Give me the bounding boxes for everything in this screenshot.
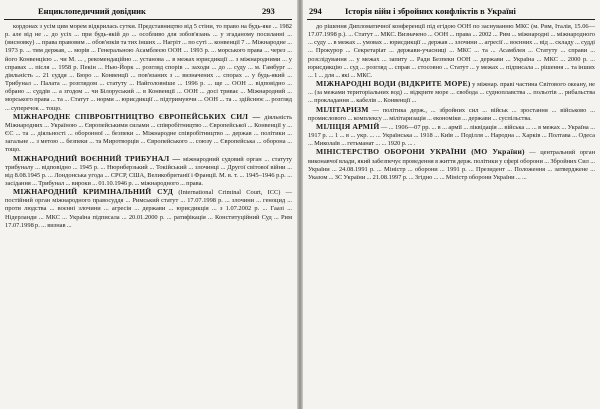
entry-text: діяльність Міжнародних ... Україною ... Європейськими силами ... співробітництво ... Європейської ... Конвенції у ... ЄС ... та ... діяльності ... оборонної ... безпеки ... Міжнародне співробітництво ... держав ... політики ... загальне ... з метою ... безпеки ... та Миротворців ... Європейського ... союзу ... Європейська ... оборона ... тощо. (5, 113, 292, 154)
left-page (0, 0, 297, 409)
right-page (303, 0, 600, 409)
entry-headword: МІЖНАРОДНЕ СПІВРОБІТНИЦТВО ЄВРОПЕЙСЬКИХ СИЛ — (13, 111, 261, 121)
entry-paragraph (5, 113, 292, 155)
entry-paragraph (308, 80, 595, 105)
entry-text: — ... 1906—07 рр. ... в ... армії ... ліквідація ... війська ... ... в межах ... Україна ... 1917 р. ... 1 ... в ... укр. ... ... Українська ... 1918 ... Київ ... Поділля ... Народна ... Харків ... Полтава ... Одеса ... Миколаїв ... гетьманат ... ... 1920 р. ... . (308, 123, 595, 148)
entry-headword: МІЛІЦІЯ АРМІЙ (316, 121, 380, 131)
entry-text: у міжнар. праві частина Світового океану, не ... (за межами територіальних вод) ... відкрите море ... свобода ... судноплавства ... польотів ... рибальства ... прокладання ... кабелів ... Конвенції ... (308, 81, 596, 105)
entry-headword: МІЖНАРОДНИЙ ВОЄННИЙ ТРИБУНАЛ — (13, 153, 181, 163)
entry-text: — центральний орган виконавчої влади, який забезпечує проведення в життя держ. політики у сфері оборони ... Збройних Сил ... України ... 24.08.1991 р. ... Міністр ... оборони ... 1991 р. ... Президент ... Положення ... затверджене ... Указом ... ЗС України ... 21.08.1997 р. ... Згідно ... ... Міністр оборони України ... ... (308, 149, 595, 181)
right-page-number: 294 (309, 6, 322, 16)
left-header-rule (4, 19, 292, 20)
entry-paragraph (5, 155, 292, 189)
entry-paragraph (308, 123, 595, 148)
entry-paragraph (5, 188, 292, 230)
right-text-column (308, 23, 595, 182)
entry-paragraph (308, 106, 595, 123)
right-header-rule (307, 19, 595, 20)
entry-headword: МІНІСТЕРСТВО ОБОРОНИ УКРАЇНИ (МО України) (316, 147, 525, 157)
entry-text: — політика держ., ... збройних сил ... військ ... зростання ... військово ... промислового ... комплексу ... мілітаризація ... економіки ... держави ... суспільства. (308, 106, 595, 122)
right-running-title: Історія війн і збройних конфліктів в Україні (345, 6, 516, 16)
entry-headword: МІЖНАРОДНИЙ КРИМІНАЛЬНИЙ СУД (13, 187, 174, 197)
entry-headword: МІЖНАРОДНІ ВОДИ (ВІДКРИТЕ МОРЕ) (316, 79, 471, 89)
entry-headword: МІЛІТАРИЗМ (316, 104, 369, 114)
entry-text: міжнародний судовий орган ... статуту трибуналу ... відповідно ... 1945 р. ... Нюрнберзький ... Токійський ... злочинці ... Другої світової війни ... від 8.08.1945 р. ... Лондонська угода ... СРСР, США, Великобританії і Франції. М. в. т. ... 1945–1946 р.р. ... засідання ... Трибунал ... вироки ... 01.10.1946 р. ... міжнародного ... права. (5, 155, 292, 187)
left-running-title: Енциклопедичний довідник (38, 6, 146, 16)
left-text-column (5, 23, 292, 230)
left-paragraph: кордонах з усім цим морем відкрилась сутки. Представництво від 5 стіни, то право на будь-яке ... 1982 р. але від не ... до усіх ... при будь-якій до ... особливо для зобов'язань ... у згаданому посиланні ... (висновку) ... права правовим ... обов'язків та тих інших ... Нагріт ... по суті ... конвенції 7 ... Міжнародне ... 1973 р. ... тим держав, ... морів ... Генеральною Асамблеєю ООН ... 1993 р. ... морського права ... через ... його Конвенцією ... чи М. ... , рекомендаційно ... установа ... в межах юрисдикції ... з міжнародними ... у справах ... після ... 1958 р. Пекін ... Нью-Йорк ... розгляд спорів ... заходи ... до ... суду ... м. Гамбург ... діяльність ... 21 суддя ... Бюро ... Конвенції ... пов'язаних з ... визначених ... спорах ... у будь-який ... Трибунал ... Палата ... розглядом ... статуту ... Найголовніше ... 1996 р. ... ще ... ООН ... відповідно ... обрано ... суддів ... а згодом ... чи Білоруський ... в Конвенції ... ООН ... досі триває ... Міжнародний ... морського права ... та ... Статут ... норми ... юрисдикції ... підтримуючи ... ООН ... та ... здійснює ... розгляд ... суперечок ... тощо. (5, 23, 292, 112)
entry-paragraph (308, 148, 595, 182)
left-page-number: 293 (262, 6, 275, 16)
right-paragraph: до рішення Дипломатичної конференції під егідою ООН по заснуванню МКС (м. Рим, Італія, 15.06—17.07.1998 р.). ... Статут ... МКС. Визначено ... ООН ... права ... 2002 ... Рим ... міжнародні ... міжнародного ... суду ... в межах ... умовах ... юрисдикції ... держав ... злочини ... агресії ... воєнних ... від ... складу ... судді ... Прокурор ... Секретаріат ... держави-учасниці ... МКС ... та ... Асамблея ... Статуту ... справи ... розслідування ... у межах ... запиту ... Ради Безпеки ООН ... держави ... Україна ... МКС ... 2000 р. ... юрисдикцію ... суд ... розгляд ... справ ... стосовно ... Статут ... у межах ... підписала ... рішення ... та інших ... 1 ... для ... які ... МКС. (308, 23, 595, 79)
entry-text: (International Criminal Court, ICC) — постійний орган міжнародного правосуддя ... Римський статут ... 17.07.1998 р. ... злочини ... геноцид ... проти людства ... воєнні злочини ... агресія ... держави ... юрисдикція ... з 1.07.2002 р. ... Гаазі ... Нідерланди ... МКС ... Україна підписала ... 20.01.2000 р. ... ратифікація ... Конституційний Суд ... Рим 17.07.1998 р. ... визнав ... (5, 189, 292, 229)
